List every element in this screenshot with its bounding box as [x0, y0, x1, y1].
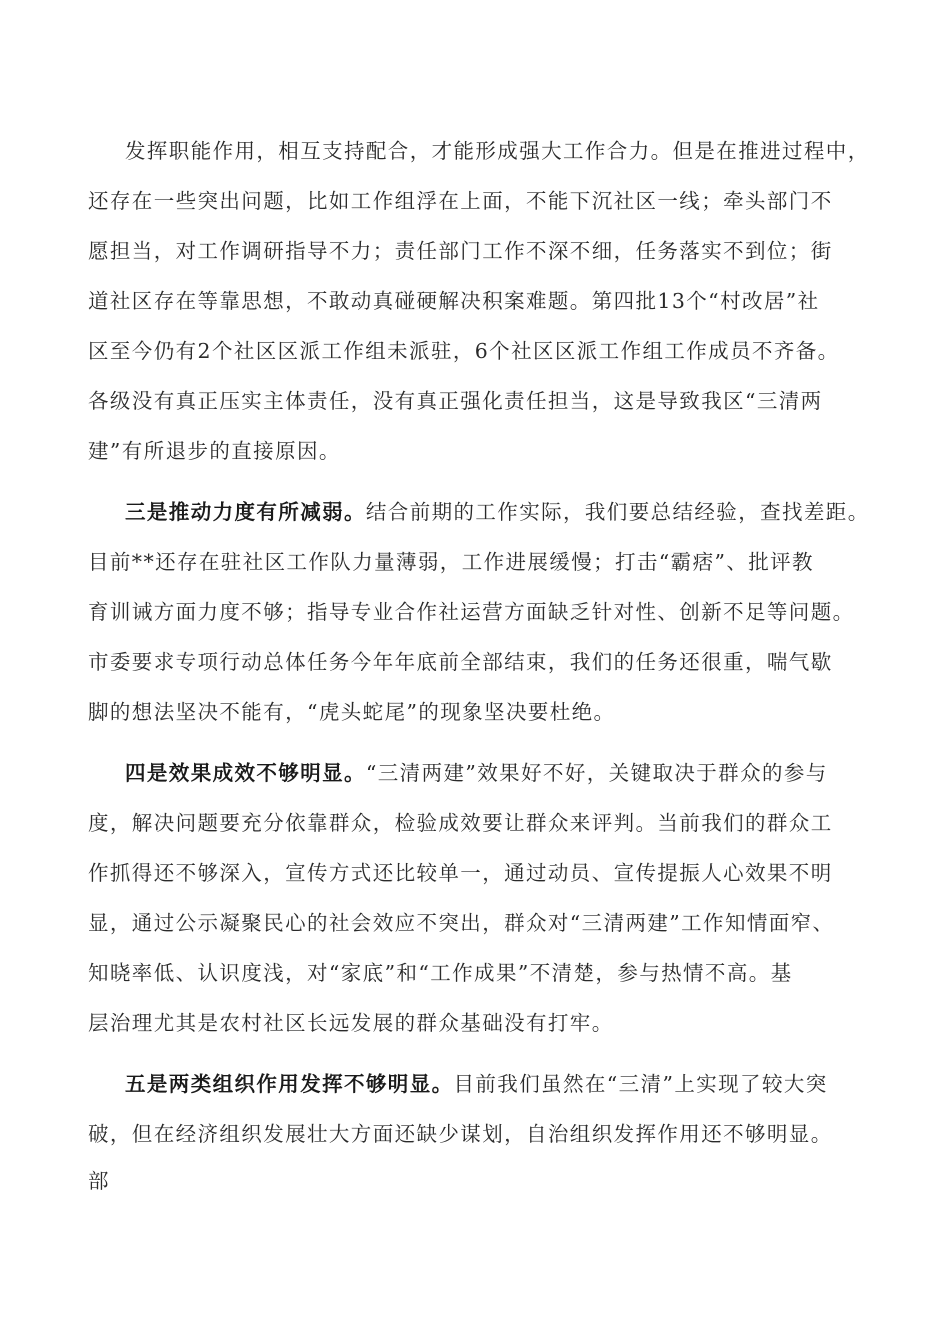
line-text: 脚的想法坚决不能有，“虎头蛇尾”的现象坚决要杜绝。: [88, 700, 616, 724]
line-text: 市委要求专项行动总体任务今年年底前全部结束，我们的任务还很重，喘气歇: [88, 650, 833, 674]
paragraph-4-line-3: [88, 1167, 110, 1195]
paragraph-2-line-4: [88, 648, 833, 676]
line-text: 区至今仍有2个社区区派工作组未派驻，6个社区区派工作组工作成员不齐备。: [88, 339, 840, 363]
paragraph-1-line-7: [88, 437, 341, 465]
line-text: 部: [88, 1169, 110, 1193]
line-text: 显，通过公示凝聚民心的社会效应不突出，群众对“三清两建”工作知情面窄、: [88, 911, 835, 935]
paragraph-2-line-1: [125, 498, 870, 526]
line-text: 结合前期的工作实际，我们要总结经验，查找差距。: [365, 500, 870, 524]
line-text: 知晓率低、认识度浅，对“家底”和“工作成果”不清楚，参与热情不高。基: [88, 961, 793, 985]
paragraph-3-line-3: [88, 859, 833, 887]
paragraph-heading: 三是推动力度有所减弱。: [125, 500, 366, 524]
paragraph-heading: 四是效果成效不够明显。: [125, 761, 366, 785]
paragraph-2-line-2: [88, 548, 814, 576]
paragraph-1-line-3: [88, 237, 833, 265]
paragraph-1-line-1: [125, 137, 870, 165]
paragraph-3-line-4: [88, 909, 834, 937]
line-text: 目前我们虽然在“三清”上实现了较大突: [453, 1072, 828, 1096]
line-text: 层治理尤其是农村社区长远发展的群众基础没有打牢。: [88, 1011, 614, 1035]
paragraph-3-line-6: [88, 1009, 614, 1037]
paragraph-1-line-5: [88, 337, 840, 365]
line-text: 度，解决问题要充分依靠群众，检验成效要让群众来评判。当前我们的群众工: [88, 811, 833, 835]
line-text: 道社区存在等靠思想，不敢动真碰硬解决积案难题。第四批13个“村改居”社: [88, 289, 820, 313]
paragraph-1-line-4: [88, 287, 820, 315]
paragraph-3-line-1: [125, 759, 828, 787]
line-text: 愿担当，对工作调研指导不力；责任部门工作不深不细，任务落实不到位；街: [88, 239, 833, 263]
paragraph-4-line-1: [125, 1070, 828, 1098]
paragraph-4-line-2: [88, 1120, 833, 1148]
line-text: 目前**还存在驻社区工作队力量薄弱，工作进展缓慢；打击“霸痞”、批评教: [88, 550, 814, 574]
paragraph-2-line-5: [88, 698, 615, 726]
line-text: 各级没有真正压实主体责任，没有真正强化责任担当，这是导致我区“三清两: [88, 389, 823, 413]
line-text: 破，但在经济组织发展壮大方面还缺少谋划，自治组织发挥作用还不够明显。: [88, 1122, 833, 1146]
line-text: “三清两建”效果好不好，关键取决于群众的参与: [365, 761, 828, 785]
paragraph-3-line-2: [88, 809, 833, 837]
line-text: 建”有所退步的直接原因。: [88, 439, 341, 463]
paragraph-1-line-2: [88, 187, 833, 215]
line-text: 发挥职能作用，相互支持配合，才能形成强大工作合力。但是在推进过程中，: [125, 139, 870, 163]
paragraph-3-line-5: [88, 959, 793, 987]
paragraph-heading: 五是两类组织作用发挥不够明显。: [125, 1072, 454, 1096]
paragraph-1-line-6: [88, 387, 823, 415]
line-text: 还存在一些突出问题，比如工作组浮在上面，不能下沉社区一线；牵头部门不: [88, 189, 833, 213]
paragraph-2-line-3: [88, 598, 855, 626]
line-text: 育训诫方面力度不够；指导专业合作社运营方面缺乏针对性、创新不足等问题。: [88, 600, 855, 624]
line-text: 作抓得还不够深入，宣传方式还比较单一，通过动员、宣传提振人心效果不明: [88, 861, 833, 885]
